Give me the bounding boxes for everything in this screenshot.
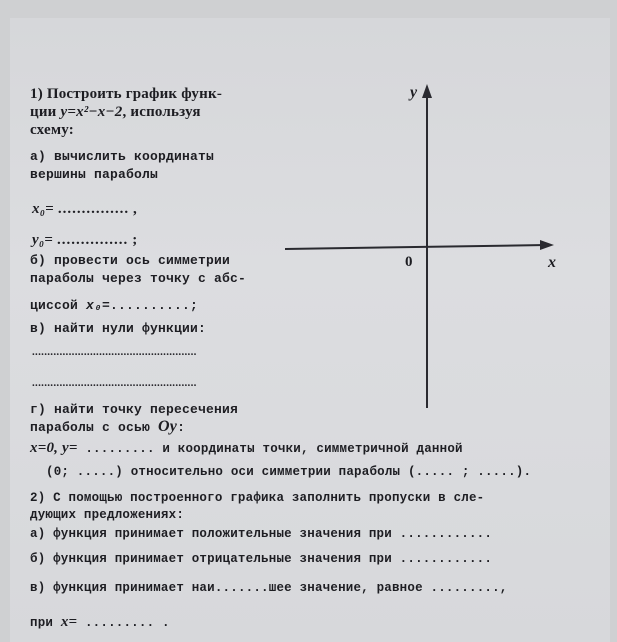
task1g-line3 (30, 440, 463, 458)
task1g-line3-rest: и координаты точки, симметричной данной (154, 442, 463, 456)
task2-line2: дующих предложениях: (30, 508, 185, 522)
x0-blank[interactable]: ............... (57, 201, 130, 217)
task1g-x-eq: x=0, y= (30, 440, 78, 456)
x0-label: x₀= (32, 201, 54, 217)
task2v-blank2[interactable]: ........., (430, 581, 508, 595)
task1a-line2: вершины параболы (30, 167, 159, 182)
task1v-blank1[interactable]: ...................................................... (32, 346, 197, 358)
task1b-line1: б) провести ось симметрии (30, 253, 231, 268)
task1g-line2-prefix: параболы с осью (30, 420, 159, 435)
task1b-line3 (30, 297, 198, 314)
y0-end: ; (132, 232, 138, 248)
y-axis-label: y (410, 84, 418, 101)
task1-title-line2-prefix: ции (30, 104, 61, 120)
task1b-line3-prefix: циссой (30, 298, 87, 313)
task1-title-line2-suffix: , используя (122, 104, 201, 120)
task2-last-var: x= (60, 614, 78, 630)
x-axis-label: x (548, 254, 557, 271)
task1g-line2-suffix: : (177, 420, 186, 435)
task2a-blank[interactable]: ............ (399, 527, 493, 541)
task1g-line2 (30, 418, 185, 436)
y0-blank[interactable]: ............... (57, 232, 129, 248)
task2b-text: б) функция принимает отрицательные значения при (30, 552, 392, 566)
task1b-line2: параболы через точку с абс- (30, 271, 247, 286)
task1v-blank2[interactable]: ...................................................... (32, 377, 197, 389)
task1g-axis: Oy (158, 418, 178, 435)
task2v-row (30, 580, 508, 597)
task2v-text1: в) функция принимает наи (30, 581, 215, 595)
task2-last-row (30, 614, 170, 632)
x0-end: , (133, 201, 137, 217)
y0-label: y₀= (32, 232, 54, 248)
origin-label: 0 (405, 254, 413, 270)
task1g-line4: (0; .....) относительно оси симметрии параболы (..... ; .....). (46, 465, 532, 479)
task2-last-blank[interactable]: ......... . (77, 616, 170, 630)
task1b-x0: x₀ (86, 298, 103, 313)
task1-function: y=x²−x−2 (60, 104, 123, 120)
task2v-text2: шее значение, равное (268, 581, 423, 595)
task2b-blank[interactable]: ............ (399, 552, 493, 566)
task2-last-prefix: при (30, 616, 61, 630)
task2v-blank1[interactable]: ....... (214, 581, 269, 595)
x0-row (32, 201, 137, 218)
task1g-y-blank[interactable]: ......... (77, 442, 155, 456)
task2b-row (30, 551, 492, 568)
task2-line1: 2) С помощью построенного графика заполнить пропуски в сле- (30, 491, 485, 505)
task1-title-line3: схему: (30, 122, 74, 138)
task1g-line1: г) найти точку пересечения (30, 402, 239, 417)
task1-title-line2 (30, 104, 201, 121)
task1a-line1: а) вычислить координаты (30, 149, 215, 164)
task2a-row (30, 526, 492, 543)
task1-title-line1: 1) Построить график функ- (30, 86, 223, 102)
task1b-blank[interactable]: =..........; (102, 298, 199, 313)
task1v-line: в) найти нули функции: (30, 321, 207, 336)
task2a-text: а) функция принимает положительные значения при (30, 527, 392, 541)
y0-row (32, 232, 137, 249)
